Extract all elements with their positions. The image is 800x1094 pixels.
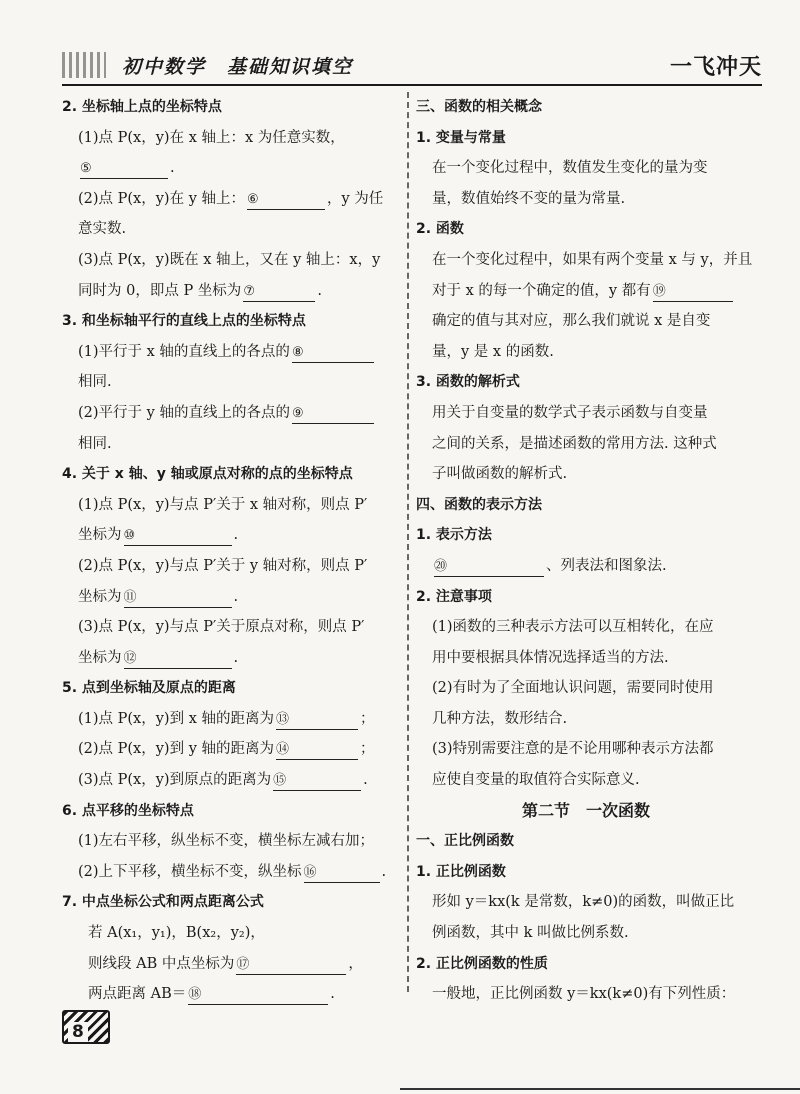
blank-8[interactable]: ⑧ (292, 342, 374, 363)
section-heading: 一、正比例函数 (416, 833, 514, 850)
fill-line: (3)点 P(x，y)到原点的距离为 ⑮ . (62, 765, 402, 796)
text-line: 确定的值与其对应，那么我们就说 x 是自变 (432, 313, 711, 330)
fill-line: (2)平行于 y 轴的直线上的各点的 ⑨ (62, 398, 402, 429)
text-line: (1)点 P(x，y)与点 P′关于 x 轴对称，则点 P′ (78, 496, 368, 513)
text-line: 之间的关系，是描述函数的常用方法. 这种式 (432, 435, 717, 452)
text-line: 一般地，正比例函数 y＝kx(k≠0)有下列性质： (432, 986, 736, 1003)
blank-13[interactable]: ⑬ (276, 709, 358, 730)
text-line: 意实数. (78, 221, 127, 238)
section-heading: 三、函数的相关概念 (416, 99, 542, 115)
blank-12[interactable]: ⑫ (124, 648, 232, 669)
blank-7[interactable]: ⑦ (243, 281, 315, 302)
text-line: (1)函数的三种表示方法可以互相转化，在应 (432, 619, 714, 636)
blank-16[interactable]: ⑯ (304, 862, 380, 883)
text-line: 形如 y＝kx(k 是常数，k≠0)的函数，叫做正比 (432, 894, 735, 911)
section-heading: 3. 函数的解析式 (416, 374, 520, 391)
header-decoration-icon (62, 52, 106, 78)
page-number: 8 (68, 1022, 88, 1042)
left-column (62, 92, 402, 1010)
fill-line: 同时为 0，即点 P 坐标为 ⑦ . (62, 276, 402, 307)
section-heading: 1. 正比例函数 (416, 863, 506, 880)
section-heading: 1. 表示方法 (416, 527, 492, 544)
text-line: 量，y 是 x 的函数. (432, 343, 554, 360)
blank-17[interactable]: ⑰ (236, 954, 346, 975)
text-line: (1)左右平移，纵坐标不变，横坐标左减右加； (78, 833, 375, 850)
fill-line: (2)点 P(x，y)到 y 轴的距离为 ⑭ ； (62, 734, 402, 765)
text-line: 用中要根据具体情况选择适当的方法. (432, 649, 669, 666)
text-line: 在一个变化过程中，数值发生变化的量为变 (432, 160, 708, 177)
section-heading: 2. 函数 (416, 221, 464, 238)
text-line: (1)点 P(x，y)在 x 轴上：x 为任意实数， (78, 129, 345, 146)
blank-20[interactable]: ⑳ (434, 556, 544, 577)
fill-line: (1)点 P(x，y)到 x 轴的距离为 ⑬ ； (62, 704, 402, 735)
fill-line: (2)点 P(x，y)在 y 轴上： ⑥ ，y 为任 (62, 184, 402, 215)
fill-line: (2)上下平移，横坐标不变，纵坐标 ⑯ . (62, 857, 402, 888)
fill-line: 坐标为 ⑪ . (62, 582, 402, 613)
text-line: 在一个变化过程中，如果有两个变量 x 与 y，并且 (432, 251, 753, 268)
blank-18[interactable]: ⑱ (188, 984, 328, 1005)
text-line: (3)特别需要注意的是不论用哪种表示方法都 (432, 741, 714, 758)
blank-9[interactable]: ⑨ (292, 403, 374, 424)
text-line: (2)点 P(x，y)与点 P′关于 y 轴对称，则点 P′ (78, 557, 368, 574)
section-heading: 3. 和坐标轴平行的直线上点的坐标特点 (62, 313, 306, 330)
text-line: 用关于自变量的数学式子表示函数与自变量 (432, 404, 708, 421)
chapter-title: 第二节 一次函数 (521, 800, 650, 820)
blank-14[interactable]: ⑭ (276, 739, 358, 760)
text-line: 几种方法，数形结合. (432, 710, 568, 727)
header-brand: 一飞冲天 (669, 55, 762, 80)
page-header (62, 46, 762, 86)
blank-19[interactable]: ⑲ (653, 281, 733, 302)
fill-line: ⑤ . (62, 153, 402, 184)
fill-line: 两点距离 AB＝ ⑱ . (62, 979, 402, 1010)
text-line: 应使自变量的取值符合实际意义. (432, 772, 640, 789)
column-divider (407, 92, 409, 992)
fill-line: 对于 x 的每一个确定的值，y 都有 ⑲ (416, 276, 756, 307)
section-heading: 四、函数的表示方法 (416, 496, 542, 513)
fill-line: 坐标为 ⑫ . (62, 643, 402, 674)
section-heading: 1. 变量与常量 (416, 129, 506, 146)
fill-line: ⑳ 、列表法和图象法. (416, 551, 756, 582)
text-line: 相同. (78, 435, 112, 452)
text-line: (3)点 P(x，y)既在 x 轴上，又在 y 轴上：x，y (78, 251, 381, 268)
text-line: 子叫做函数的解析式. (432, 466, 568, 483)
blank-6[interactable]: ⑥ (247, 189, 325, 210)
header-title: 初中数学 基础知识填空 (122, 56, 354, 78)
section-heading: 2. 注意事项 (416, 588, 492, 605)
fill-line: 坐标为 ⑩ . (62, 520, 402, 551)
section-heading: 7. 中点坐标公式和两点距离公式 (62, 894, 264, 911)
text-line: 相同. (78, 374, 112, 391)
blank-15[interactable]: ⑮ (273, 770, 361, 791)
blank-11[interactable]: ⑪ (124, 587, 232, 608)
blank-10[interactable]: ⑩ (124, 525, 232, 546)
section-heading: 6. 点平移的坐标特点 (62, 802, 194, 819)
section-heading: 2. 正比例函数的性质 (416, 955, 548, 972)
text-line: (3)点 P(x，y)与点 P′关于原点对称，则点 P′ (78, 619, 365, 636)
section-heading: 2. 坐标轴上点的坐标特点 (62, 99, 222, 115)
text-line: (2)有时为了全面地认识问题，需要同时使用 (432, 680, 714, 697)
blank-5[interactable]: ⑤ (80, 158, 168, 179)
fill-line: (1)平行于 x 轴的直线上的各点的 ⑧ (62, 337, 402, 368)
text-line: 若 A(x₁，y₁)，B(x₂，y₂)， (88, 925, 265, 942)
bottom-rule (400, 1088, 800, 1090)
text-line: 量，数值始终不变的量为常量. (432, 190, 626, 207)
right-column (416, 92, 756, 1010)
section-heading: 5. 点到坐标轴及原点的距离 (62, 680, 236, 697)
section-heading: 4. 关于 x 轴、y 轴或原点对称的点的坐标特点 (62, 466, 353, 483)
fill-line: 则线段 AB 中点坐标为 ⑰ ， (62, 949, 402, 980)
text-line: 例函数，其中 k 叫做比例系数. (432, 925, 629, 942)
